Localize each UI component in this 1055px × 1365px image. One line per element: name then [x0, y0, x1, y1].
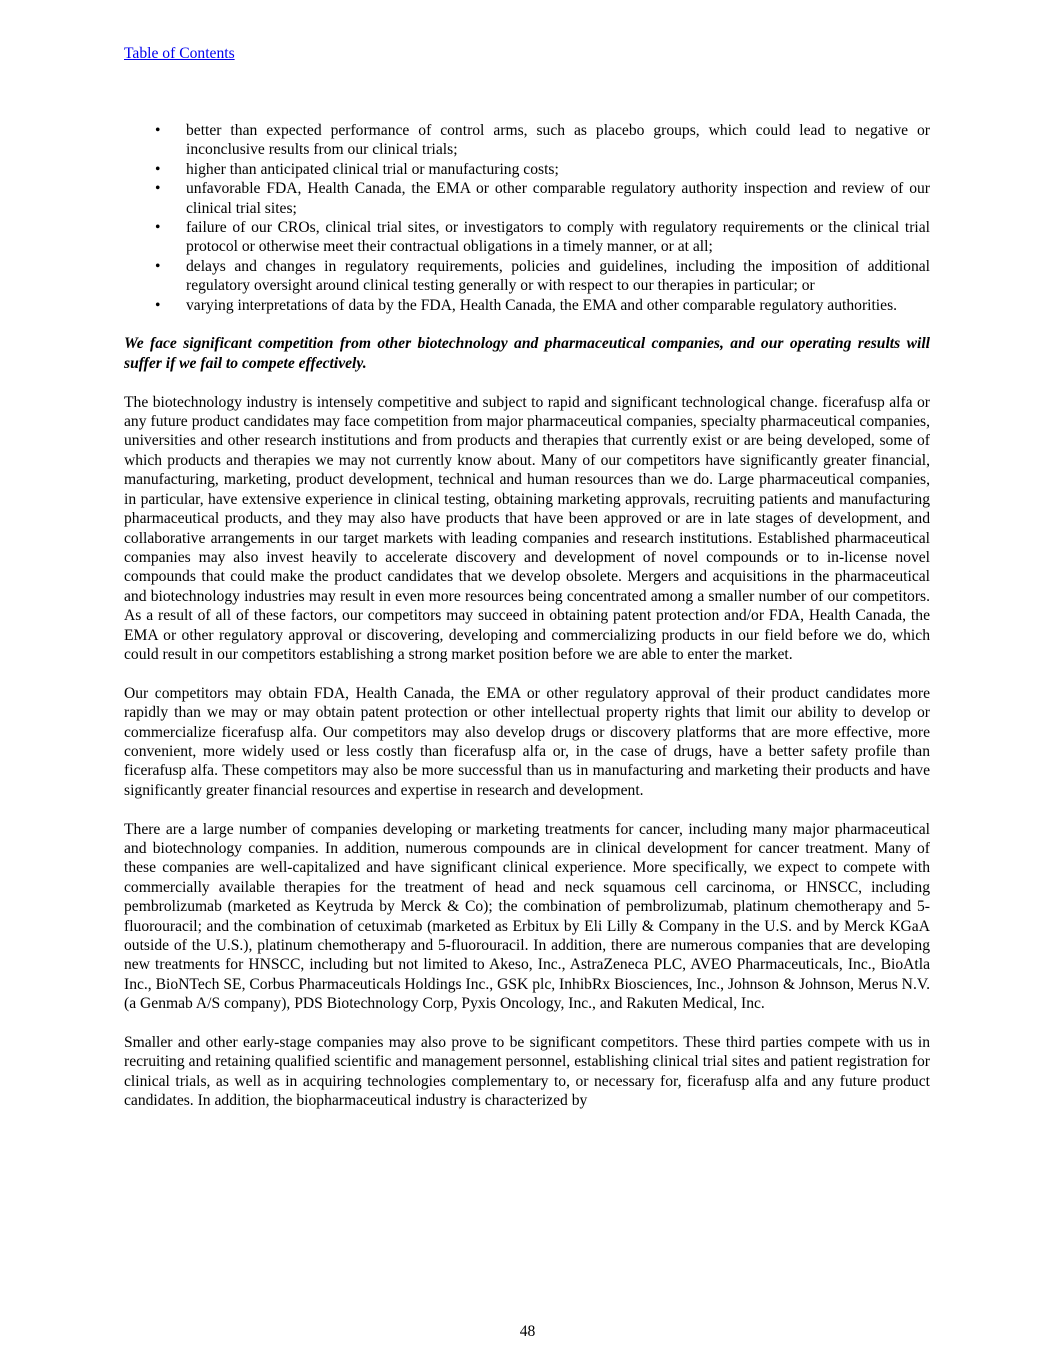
paragraph: Smaller and other early-stage companies may also prove to be significant competitors. These third parties compete with us in recruiting and retaining qualified scientific and management personnel, establishing clinical trial sites and patient registration for clinical trials, as well as in acquiring technologies complementary to, or necessary for, ficerafusp alfa and any future product candidates. In addition, the biopharmaceutical industry is characterized by — [124, 1034, 930, 1110]
bullet-icon: • — [155, 219, 161, 237]
bullet-item — [124, 160, 930, 179]
bullet-text: delays and changes in regulatory requirements, policies and guidelines, including the imposition of additional regulatory oversight around clinical testing generally or with respect to our therapies in particular; or — [186, 257, 930, 295]
bullet-item — [124, 296, 930, 315]
bullet-icon: • — [155, 296, 161, 314]
bullet-text: unfavorable FDA, Health Canada, the EMA or other comparable regulatory authority inspection and review of our clinical trial sites; — [186, 180, 930, 217]
paragraph: The biotechnology industry is intensely competitive and subject to rapid and significant technological change. ficerafusp alfa or any future product candidates may face competition from major pharmaceutical companies, specialty pharmaceutical companies, universities and other research institutions and from products and therapies that currently exist or are being developed, some of which products and therapies we may not currently know about. Many of our competitors have significantly greater financial, manufacturing, marketing, product development, technical and human resources than we do. Large pharmaceutical companies, in particular, have extensive experience in clinical testing, obtaining marketing approvals, recruiting patients and manufacturing pharmaceutical products, and they may also have products that have been approved or are in late stages of development, and collaborative arrangements in our target markets with leading companies and research institutions. Established pharmaceutical companies may also invest heavily to accelerate discovery and development of novel compounds or to in-license novel compounds that could make the product candidates that we develop obsolete. Mergers and acquisitions in the pharmaceutical and biotechnology industries may result in even more resources being concentrated among a smaller number of our competitors. As a result of all of these factors, our competitors may succeed in obtaining patent protection and/or FDA, Health Canada, the EMA or other regulatory approval or discovering, developing and commercializing products in our field before we do, which could result in our competitors establishing a strong market position before we are able to enter the market. — [124, 393, 930, 663]
bullet-icon: • — [155, 160, 161, 178]
bullet-item — [124, 257, 930, 296]
paragraph: Our competitors may obtain FDA, Health Canada, the EMA or other regulatory approval of their product candidates more rapidly than we may or may obtain patent protection or other intellectual property rights that limit our ability to develop or commercialize ficerafusp alfa. Our competitors may also develop drugs or discovery platforms that are more effective, more convenient, more widely used or less costly than ficerafusp alfa or, in the case of drugs, have a better safety profile than ficerafusp alfa. These competitors may also be more successful than us in manufacturing and marketing their products and have significantly greater financial resources and expertise in research and development. — [124, 684, 930, 799]
risk-factor-bullet-list — [124, 121, 930, 315]
bullet-icon: • — [155, 122, 161, 139]
bullet-item — [124, 121, 930, 160]
bullet-icon: • — [155, 257, 161, 275]
bullet-icon: • — [155, 180, 161, 198]
bullet-text: better than expected performance of control arms, such as placebo groups, which could lead to negative or inconclusive results from our clinical trials; — [186, 122, 930, 159]
bullet-item — [124, 218, 930, 257]
page-number: 48 — [519, 1323, 536, 1340]
bullet-text: failure of our CROs, clinical trial sites, or investigators to comply with regulatory requirements or the clinical trial protocol or otherwise meet their contractual obligations in a timely manner, or at all; — [186, 219, 930, 256]
table-of-contents-link[interactable]: Table of Contents — [124, 45, 235, 62]
bullet-text: varying interpretations of data by the FDA, Health Canada, the EMA and other comparable regulatory authorities. — [186, 296, 898, 314]
bullet-item — [124, 179, 930, 218]
page-content — [124, 121, 930, 1111]
bullet-text: higher than anticipated clinical trial or manufacturing costs; — [186, 160, 559, 178]
paragraph: There are a large number of companies developing or marketing treatments for cancer, including many major pharmaceutical and biotechnology companies. In addition, numerous compounds are in clinical development for cancer treatment. Many of these companies are well-capitalized and have significant clinical experience. More specifically, we expect to compete with commercially available therapies for the treatment of head and neck squamous cell carcinoma, or HNSCC, including pembrolizumab (marketed as Keytruda by Merck & Co); the combination of pembrolizumab, platinum chemotherapy and 5-fluorouracil; and the combination of cetuximab (marketed as Erbitux by Eli Lilly & Company in the U.S. and by Merck KGaA outside of the U.S.), platinum chemotherapy and 5-fluorouracil. In addition, there are numerous companies that are developing new treatments for HNSCC, including but not limited to Akeso, Inc., AstraZeneca PLC, AVEO Pharmaceuticals, Inc., BioAtla Inc., BioNTech SE, Corbus Pharmaceuticals Holdings Inc., GSK plc, InhibRx Biosciences, Inc., Johnson & Johnson, Merus N.V. (a Genmab A/S company), PDS Biotechnology Corp, Pyxis Oncology, Inc., and Rakuten Medical, Inc. — [124, 820, 930, 1013]
section-heading: We face significant competition from other biotechnology and pharmaceutical companies, and our operating results will suffer if we fail to compete effectively. — [124, 335, 930, 372]
